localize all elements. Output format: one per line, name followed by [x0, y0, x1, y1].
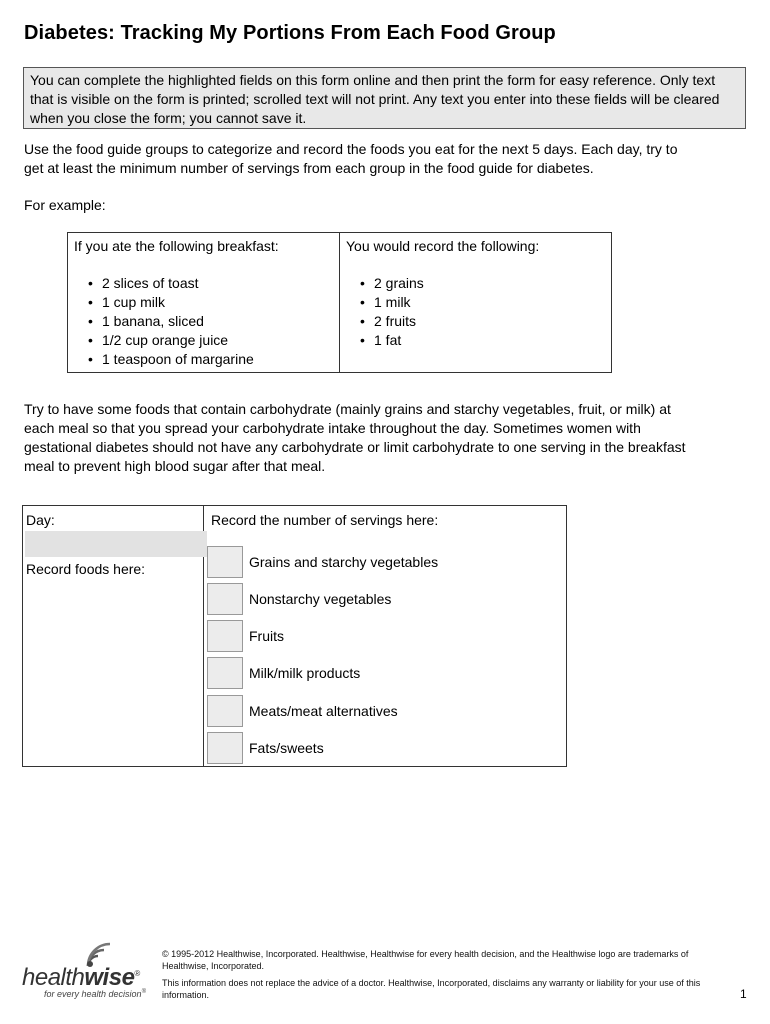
list-item: • 2 fruits: [360, 312, 539, 331]
nonstarchy-servings-input[interactable]: [207, 583, 243, 615]
logo-tagline-text: for every health decision: [44, 989, 142, 999]
fats-servings-input[interactable]: [207, 732, 243, 764]
serving-label: Nonstarchy vegetables: [249, 591, 392, 607]
disclaimer: [162, 977, 732, 1001]
list-item: • 2 grains: [360, 274, 539, 293]
serving-row-fruits: [207, 620, 284, 652]
serving-label: Grains and starchy vegetables: [249, 554, 439, 570]
disclaimer-line: information.: [162, 990, 210, 1000]
list-item: • 2 slices of toast: [88, 274, 333, 293]
serving-row-grains: [207, 546, 438, 578]
carb-line: gestational diabetes should not have any carbohydrate or limit carbohydrate to one serving in the breakfast: [24, 439, 686, 455]
logo-word-bold: wise: [84, 964, 135, 991]
milk-servings-input[interactable]: [207, 657, 243, 689]
day-input[interactable]: [25, 531, 207, 557]
serving-label: Milk/milk products: [249, 665, 361, 681]
page-number: 1: [740, 987, 747, 1001]
logo-tagline: for every health decision®: [44, 989, 146, 999]
healthwise-logo: [22, 942, 157, 1002]
serving-label: Meats/meat alternatives: [249, 703, 398, 719]
carbohydrate-paragraph: [24, 400, 686, 476]
serving-row-milk: [207, 657, 360, 689]
page-footer: [0, 940, 770, 1024]
form-notice: You can complete the highlighted fields on this form online and then print the form for easy reference. Only text that is visible on the form is printed; scrolled text will not print. Any text you enter into these fields will be cleared when you close the form; you cannot save it.: [23, 67, 746, 129]
logo-wordmark: healthwise®: [22, 964, 140, 991]
example-left-heading: If you ate the following breakfast:: [74, 238, 279, 254]
breakfast-list: [74, 274, 333, 369]
list-item: • 1 fat: [360, 331, 539, 350]
tracking-form: [22, 505, 567, 767]
disclaimer-line: This information does not replace the advice of a doctor. Healthwise, Incorporated, disclaims any warranty or liability for your use of this: [162, 978, 701, 988]
example-right-heading: You would record the following:: [346, 238, 540, 254]
copyright-notice: [162, 948, 732, 972]
serving-label: Fruits: [249, 628, 284, 644]
example-record-column: [340, 233, 545, 372]
servings-heading: Record the number of servings here:: [211, 512, 439, 528]
carb-line: meal to prevent high blood sugar after that meal.: [24, 458, 326, 474]
example-table: [67, 232, 612, 373]
day-label: Day:: [26, 512, 55, 528]
logo-word-light: health: [22, 964, 85, 991]
list-item: • 1 banana, sliced: [88, 312, 333, 331]
servings-column: [204, 506, 566, 766]
serving-row-fats: [207, 732, 324, 764]
footer-legal: [162, 948, 732, 1006]
list-item: • 1 milk: [360, 293, 539, 312]
foods-column: [23, 506, 204, 766]
serving-row-meats: [207, 695, 398, 727]
intro-line: get at least the minimum number of servings from each group in the food guide for diabetes.: [24, 160, 594, 176]
list-item: • 1 cup milk: [88, 293, 333, 312]
example-breakfast-column: [68, 233, 340, 372]
carb-line: Try to have some foods that contain carbohydrate (mainly grains and starchy vegetables, fruit, or milk) at: [24, 401, 671, 417]
page-title: Diabetes: Tracking My Portions From Each Food Group: [24, 22, 556, 44]
fruits-servings-input[interactable]: [207, 620, 243, 652]
record-foods-label: Record foods here:: [26, 561, 146, 577]
copyright-line: © 1995-2012 Healthwise, Incorporated. Healthwise, Healthwise for every health decision, and the Healthwise logo are trademarks of: [162, 949, 689, 959]
list-item: • 1 teaspoon of margarine: [88, 350, 333, 369]
intro-line: Use the food guide groups to categorize and record the foods you eat for the next 5 days. Each day, try to: [24, 141, 678, 157]
meats-servings-input[interactable]: [207, 695, 243, 727]
carb-line: each meal so that you spread your carbohydrate intake throughout the day. Sometimes women with: [24, 420, 641, 436]
intro-paragraph: [24, 140, 677, 178]
list-item: • 1/2 cup orange juice: [88, 331, 333, 350]
copyright-line: Healthwise, Incorporated.: [162, 961, 265, 971]
serving-row-nonstarchy: [207, 583, 391, 615]
record-list: [346, 274, 539, 350]
grains-servings-input[interactable]: [207, 546, 243, 578]
for-example-label: For example:: [24, 197, 106, 213]
serving-label: Fats/sweets: [249, 740, 324, 756]
